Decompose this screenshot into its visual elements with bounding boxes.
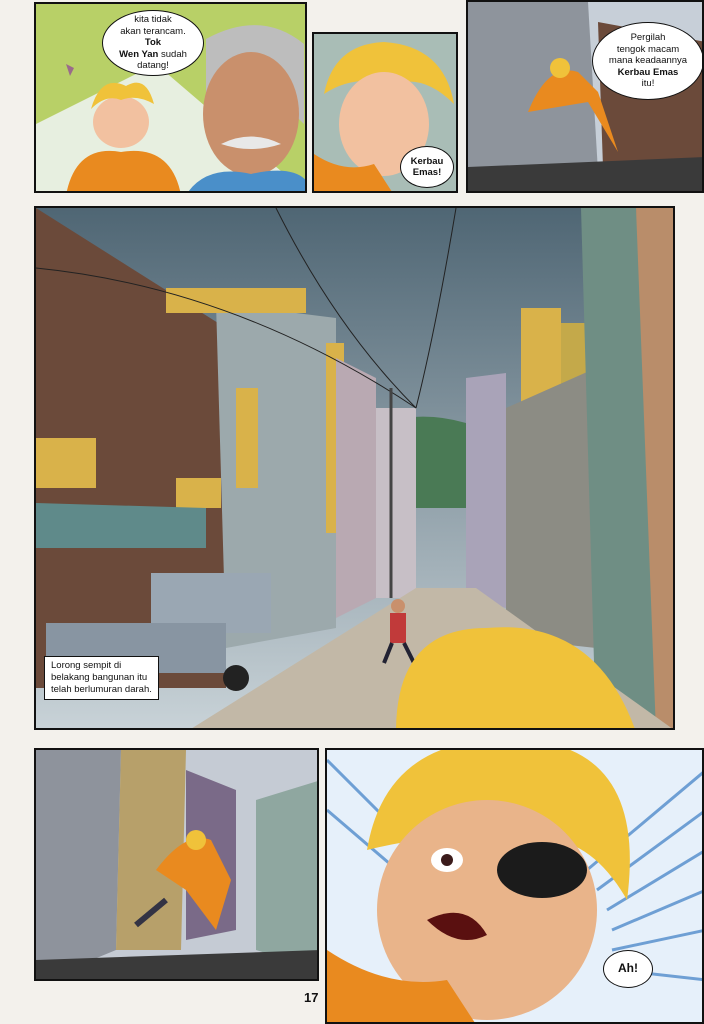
speech-bubble-ah: Ah! <box>603 950 653 988</box>
page-number: 17 <box>304 990 319 1005</box>
panel-1 <box>34 2 307 193</box>
panel-5 <box>34 748 319 981</box>
speech-bubble-elder: kita tidak akan terancam. Tok Wen Yan sudah datang! <box>102 10 204 76</box>
panel-5-art <box>36 750 319 981</box>
panel-6 <box>325 748 704 1024</box>
narration-caption: Lorong sempit di belakang bangunan itu telah berlumuran darah. <box>44 656 159 700</box>
boy-face <box>93 96 149 148</box>
speech-bubble-order: Pergilah tengok macam mana keadaannya Kerbau Emas itu! <box>592 22 704 100</box>
panel-2 <box>312 32 458 193</box>
panel-4 <box>34 206 675 730</box>
panel-3 <box>466 0 704 193</box>
elder-face <box>203 52 299 176</box>
speech-bubble-kerbau-emas: Kerbau Emas! <box>400 146 454 188</box>
panel-4-art <box>36 208 675 730</box>
panel-6-art <box>327 750 704 1024</box>
eyepatch <box>497 842 587 898</box>
